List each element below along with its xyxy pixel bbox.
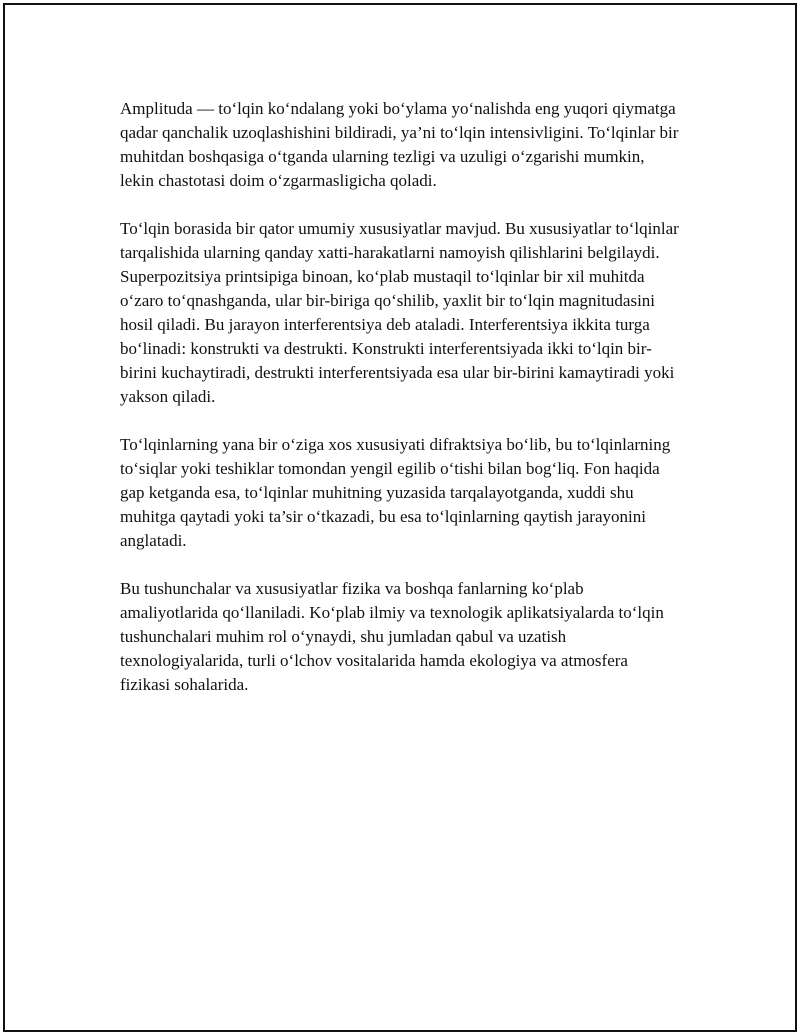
paragraph-amplitude: Amplituda — to‘lqin ko‘ndalang yoki bo‘ylama yo‘nalishda eng yuqori qiymatga qadar qanchalik uzoqlashishini bildiradi, ya’ni to‘lqin intensivligini. To‘lqinlar bir muhitdan boshqasiga o‘tganda ularning tezligi va uzuligi o‘zgarishi mumkin, lekin chastotasi doim o‘zgarmasligicha qoladi.	[120, 99, 679, 190]
document-body	[120, 97, 680, 721]
paragraph-interference: To‘lqin borasida bir qator umumiy xususiyatlar mavjud. Bu xususiyatlar to‘lqinlar tarqalishida ularning qanday xatti-harakatlarni namoyish qilishlarini belgilaydi. Superpozitsiya printsipiga binoan, ko‘plab mustaqil to‘lqinlar bir xil muhitda o‘zaro to‘qnashganda, ular bir-biriga qo‘shilib, yaxlit bir to‘lqin magnitudasini hosil qiladi. Bu jarayon interferentsiya deb ataladi. Interferentsiya ikkita turga bo‘linadi: konstrukti va destrukti. Konstrukti interferentsiyada ikki to‘lqin bir-birini kuchaytiradi, destrukti interferentsiyada esa ular bir-birini kamaytiradi yoki yakson qiladi.	[120, 219, 679, 406]
document-page	[3, 3, 797, 1032]
paragraph-diffraction: To‘lqinlarning yana bir o‘ziga xos xususiyati difraktsiya bo‘lib, bu to‘lqinlarning to‘siqlar yoki teshiklar tomondan yengil egilib o‘tishi bilan bog‘liq. Fon haqida gap ketganda esa, to‘lqinlar muhitning yuzasida tarqalayotganda, xuddi shu muhitga qaytadi yoki ta’sir o‘tkazadi, bu esa to‘lqinlarning qaytish jarayonini anglatadi.	[120, 435, 671, 550]
paragraph-applications: Bu tushunchalar va xususiyatlar fizika va boshqa fanlarning ko‘plab amaliyotlarida qo‘llaniladi. Ko‘plab ilmiy va texnologik aplikatsiyalarda to‘lqin tushunchalari muhim rol o‘ynaydi, shu jumladan qabul va uzatish texnologiyalarida, turli o‘lchov vositalarida hamda ekologiya va atmosfera fizikasi sohalarida.	[120, 579, 664, 694]
